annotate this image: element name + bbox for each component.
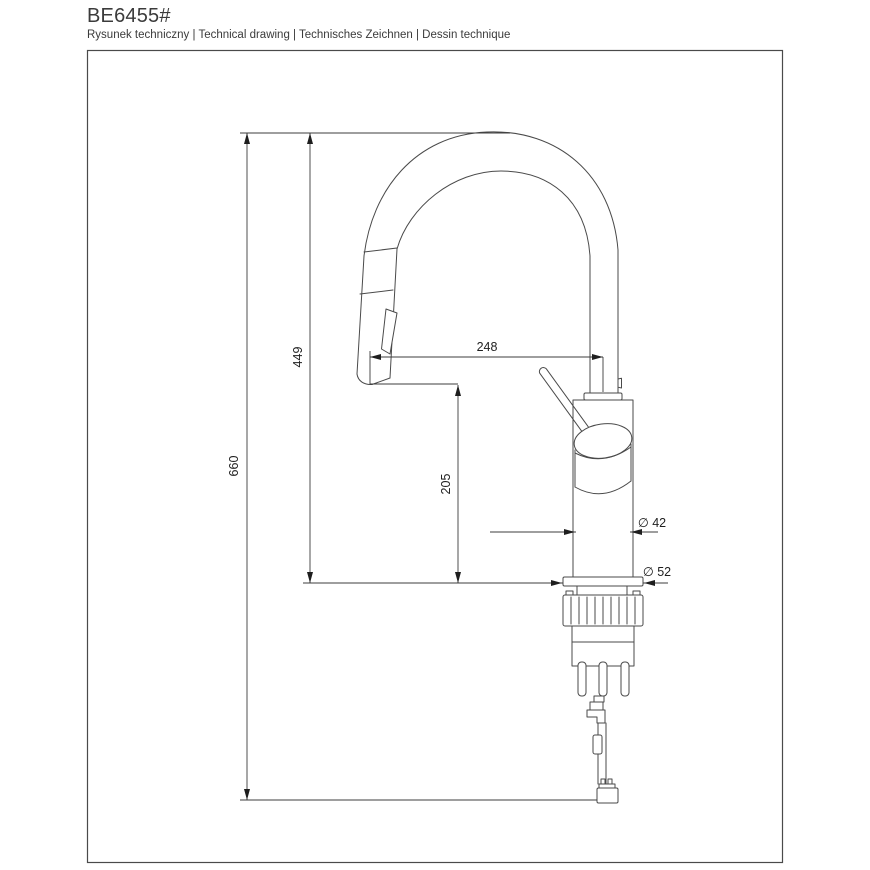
dim-label-outlet-clearance: 205 (439, 473, 453, 495)
bracket-prong-left (578, 662, 586, 696)
spray-clip (382, 309, 398, 354)
base-flange (563, 577, 643, 586)
faucet-outline (357, 132, 643, 803)
shank-cylinder (572, 626, 634, 642)
hose-end-nub-right (608, 779, 612, 784)
product-code-title: BE6455# (87, 5, 171, 27)
hose-step-fitting (587, 710, 605, 723)
hose-weight-block (597, 788, 618, 803)
drawing-subtitle: Rysunek techniczny | Technical drawing | Technisches Zeichnen | Dessin technique (87, 29, 511, 41)
bracket-prong-right (621, 662, 629, 696)
spray-head-joint-line-lower (360, 290, 393, 294)
hose-inline-fitting (593, 735, 602, 754)
dim-label-spout-reach: 248 (476, 340, 498, 354)
dim-label-base-diameter: ∅ 52 (642, 565, 672, 579)
hose-connector-block (590, 702, 603, 710)
mounting-nut-tab-right (633, 591, 640, 595)
mounting-nut-tab-left (566, 591, 573, 595)
pipe-collar (584, 393, 622, 400)
dim-label-height-above-deck: 449 (291, 346, 305, 368)
flange-neck (577, 586, 627, 595)
dim-label-body-diameter: ∅ 42 (637, 516, 667, 530)
hose-end-cap (599, 784, 615, 788)
hose-end-nub-left (601, 779, 605, 784)
spout-inner-curve (397, 171, 590, 393)
ext-line-spray-tip (370, 351, 458, 384)
drawing-frame (88, 51, 783, 863)
dim-label-total-height: 660 (227, 455, 241, 477)
spray-head-joint-line-upper (364, 248, 397, 252)
pipe-tick (618, 378, 622, 388)
spray-head-tip (357, 374, 390, 385)
hose-connector-tab (594, 696, 604, 702)
spray-head-left-edge (357, 256, 364, 374)
bracket-prong-middle (599, 662, 607, 696)
